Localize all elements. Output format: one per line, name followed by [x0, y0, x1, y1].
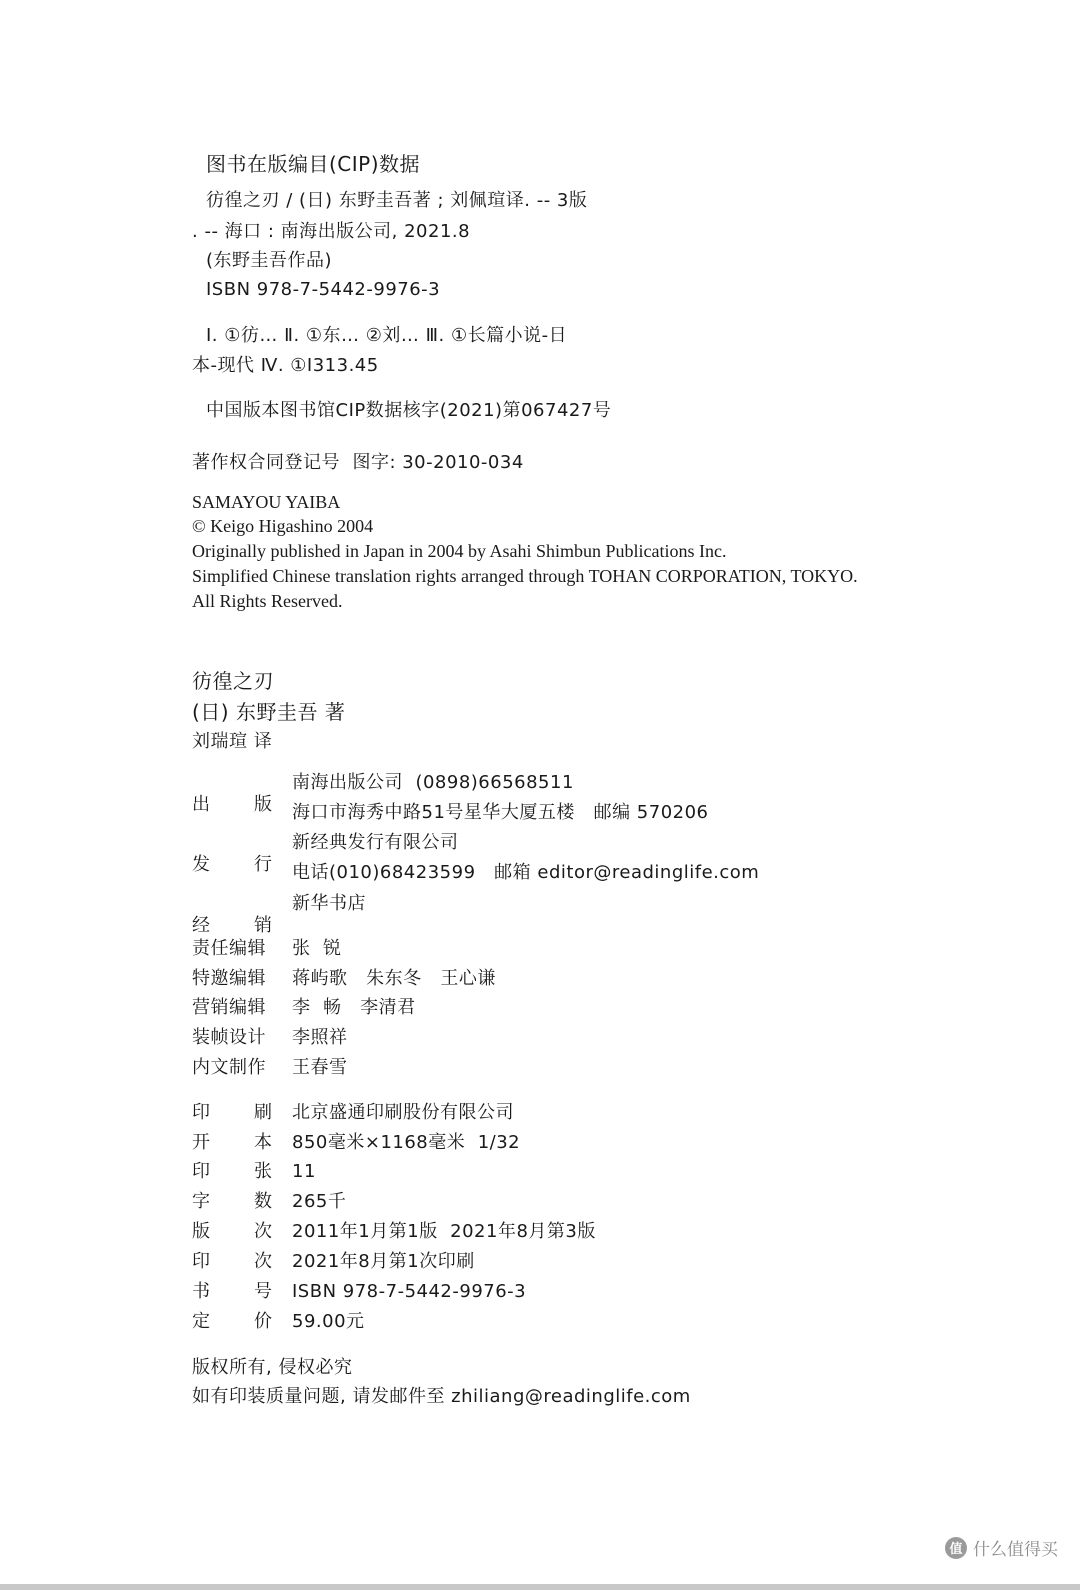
- credit-label: 内文制作: [192, 1057, 266, 1078]
- spec-value: 2011年1月第1版 2021年8月第3版: [292, 1221, 596, 1242]
- spec-value: 59.00元: [292, 1311, 365, 1332]
- seller-value: 新华书店: [292, 893, 366, 914]
- original-publication: Originally published in Japan in 2004 by Asahi Shimbun Publications Inc.: [192, 541, 727, 561]
- bottom-edge: [0, 1584, 1080, 1590]
- copyright-notice: © Keigo Higashino 2004: [192, 516, 374, 536]
- cip-number: 中国版本图书馆CIP数据核字(2021)第067427号: [206, 400, 612, 421]
- translation-rights: Simplified Chinese translation rights arranged through TOHAN CORPORATION, TOKYO.: [192, 566, 858, 586]
- credit-label: 装帧设计: [192, 1027, 266, 1048]
- spec-value: 11: [292, 1161, 316, 1182]
- site-watermark: [945, 1535, 1058, 1560]
- publisher-label: 出 版: [192, 794, 272, 815]
- cip-line-1: 彷徨之刃 / (日) 东野圭吾著 ; 刘佩瑄译. -- 3版: [206, 190, 588, 211]
- spec-label: 字 数: [192, 1191, 272, 1212]
- distributor-label: 发 行: [192, 854, 272, 875]
- cip-classification-1: Ⅰ. ①彷… Ⅱ. ①东… ②刘… Ⅲ. ①长篇小说-日: [206, 325, 568, 346]
- smzdm-logo-icon: 值: [945, 1537, 967, 1559]
- spec-label: 定 价: [192, 1311, 272, 1332]
- cip-line-2: . -- 海口 : 南海出版公司, 2021.8: [192, 221, 471, 242]
- book-author: (日) 东野圭吾 著: [192, 700, 346, 724]
- distributor-value: 新经典发行有限公司: [292, 832, 459, 853]
- cip-classification-2: 本-现代 Ⅳ. ①I313.45: [192, 355, 379, 376]
- cip-line-3: (东野圭吾作品): [206, 250, 333, 271]
- cip-heading: 图书在版编目(CIP)数据: [206, 152, 421, 176]
- credit-label: 特邀编辑: [192, 968, 266, 989]
- credit-value: 王春雪: [292, 1057, 348, 1078]
- cip-isbn: ISBN 978-7-5442-9976-3: [206, 279, 441, 300]
- spec-value: 北京盛通印刷股份有限公司: [292, 1102, 514, 1123]
- spec-label: 版 次: [192, 1221, 272, 1242]
- spec-label: 印 张: [192, 1161, 272, 1182]
- spec-label: 印 刷: [192, 1102, 272, 1123]
- credit-value: 张 锐: [292, 938, 342, 959]
- quality-contact: 如有印装质量问题, 请发邮件至 zhiliang@readinglife.com: [192, 1386, 691, 1407]
- copyright-registration: 著作权合同登记号 图字: 30-2010-034: [192, 452, 524, 473]
- spec-value: ISBN 978-7-5442-9976-3: [292, 1281, 527, 1302]
- book-translator: 刘瑞瑄 译: [192, 731, 273, 752]
- watermark-text: 什么值得买: [973, 1540, 1058, 1560]
- original-title: SAMAYOU YAIBA: [192, 492, 341, 512]
- book-title: 彷徨之刃: [192, 669, 274, 693]
- publisher-address: 海口市海秀中路51号星华大厦五楼 邮编 570206: [292, 802, 709, 823]
- credit-value: 李 畅 李清君: [292, 997, 416, 1018]
- spec-value: 2021年8月第1次印刷: [292, 1251, 475, 1272]
- publisher-value: 南海出版公司 (0898)66568511: [292, 772, 574, 793]
- seller-label: 经 销: [192, 915, 272, 936]
- spec-label: 书 号: [192, 1281, 272, 1302]
- credit-value: 李照祥: [292, 1027, 348, 1048]
- spec-label: 开 本: [192, 1132, 272, 1153]
- rights-statement: 版权所有, 侵权必究: [192, 1357, 353, 1378]
- credit-value: 蒋屿歌 朱东冬 王心谦: [292, 968, 496, 989]
- credit-label: 营销编辑: [192, 997, 266, 1018]
- spec-value: 850毫米×1168毫米 1/32: [292, 1132, 521, 1153]
- credit-label: 责任编辑: [192, 938, 266, 959]
- rights-reserved: All Rights Reserved.: [192, 591, 343, 611]
- spec-label: 印 次: [192, 1251, 272, 1272]
- spec-value: 265千: [292, 1191, 347, 1212]
- distributor-contact: 电话(010)68423599 邮箱 editor@readinglife.com: [292, 862, 760, 883]
